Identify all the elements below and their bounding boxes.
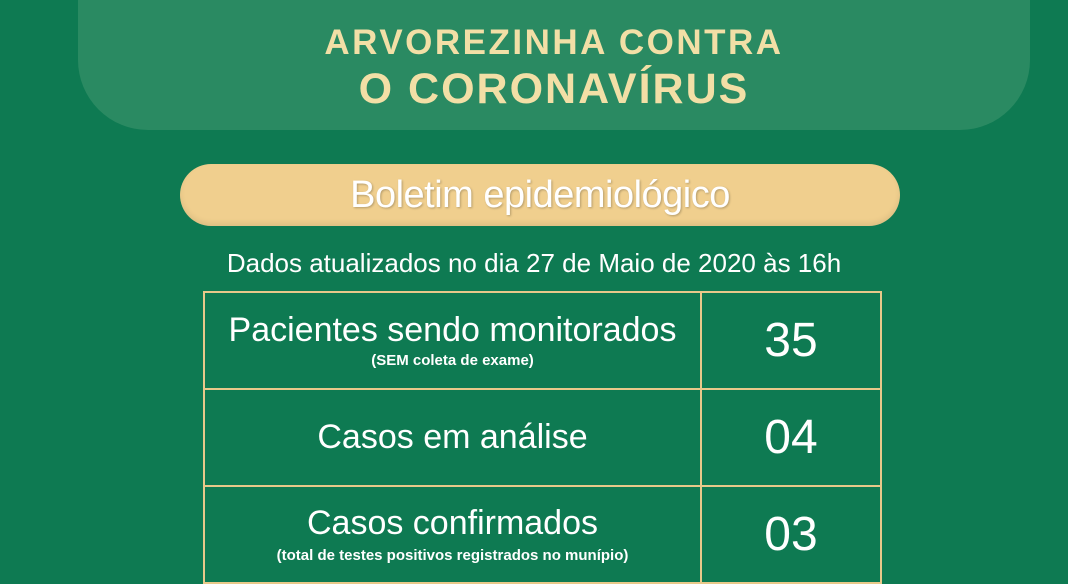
table-cell-label (205, 293, 702, 388)
row-label: Pacientes sendo monitorados (228, 310, 677, 349)
table-row (205, 293, 880, 390)
row-label: Casos em análise (317, 418, 588, 457)
header-title-line1: ARVOREZINHA CONTRA (324, 23, 784, 62)
row-sublabel: (SEM coleta de exame) (371, 351, 534, 369)
row-value: 04 (764, 410, 818, 464)
row-sublabel: (total de testes positivos registrados no munípio) (276, 546, 629, 564)
table-cell-value (702, 487, 880, 582)
last-updated-text: Dados atualizados no dia 27 de Maio de 2020 às 16h (226, 248, 842, 278)
row-value: 35 (764, 313, 818, 367)
row-label: Casos confirmados (306, 503, 598, 542)
header-title-line2: O CORONAVÍRUS (358, 65, 750, 113)
bulletin-title-pill (180, 164, 900, 226)
row-value: 03 (764, 507, 818, 561)
statistics-table (203, 291, 882, 584)
table-cell-value (702, 390, 880, 485)
table-cell-value (702, 293, 880, 388)
table-cell-label (205, 390, 702, 485)
table-row (205, 390, 880, 487)
header-banner (78, 0, 1030, 130)
table-row (205, 487, 880, 584)
bulletin-title-text: Boletim epidemiológico (350, 173, 730, 216)
table-cell-label (205, 487, 702, 582)
